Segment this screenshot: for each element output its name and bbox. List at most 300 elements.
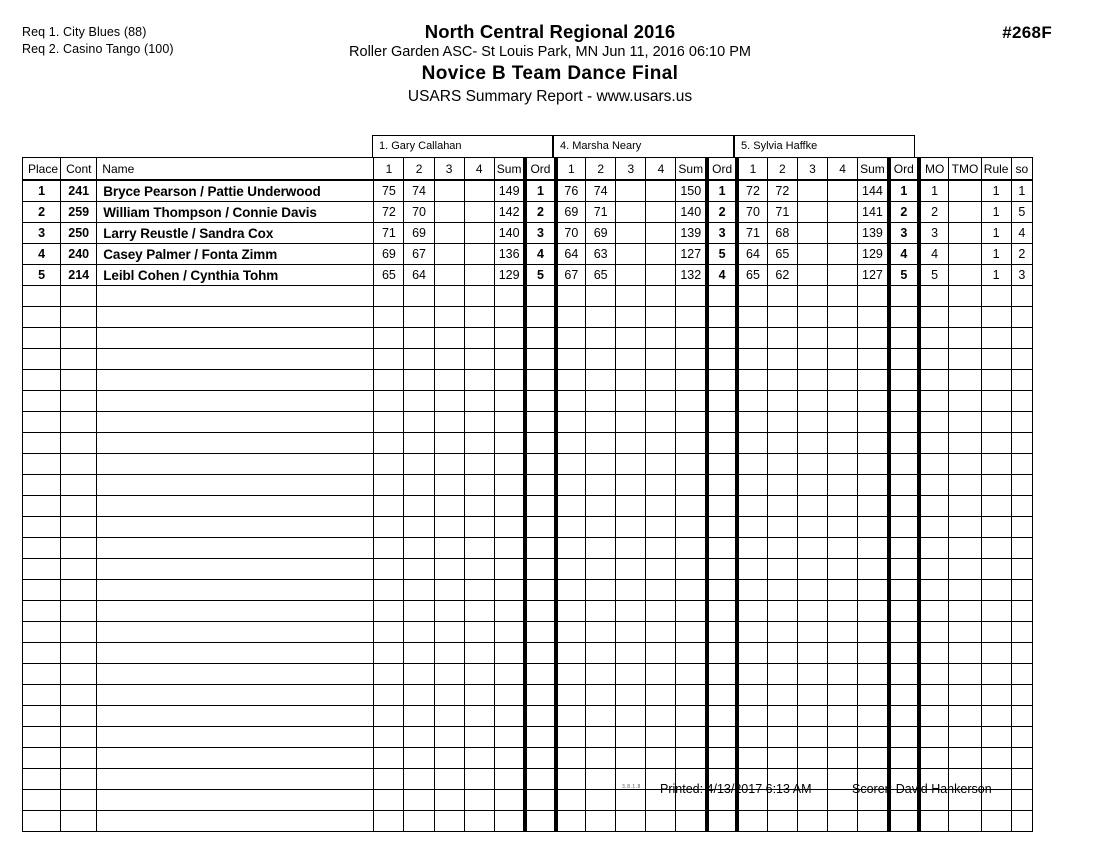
cell-j3-ord — [889, 622, 919, 643]
cell-j1-ord — [525, 412, 555, 433]
cell-j2-ord — [707, 664, 737, 685]
cell-so — [1011, 328, 1032, 349]
cell-j3-2 — [767, 433, 797, 454]
cell-j2-1 — [556, 307, 586, 328]
cell-j3-sum: 144 — [858, 180, 889, 202]
cell-place — [23, 412, 61, 433]
cell-j2-2: 71 — [586, 202, 616, 223]
cell-j2-4 — [646, 538, 676, 559]
cell-rule: 1 — [981, 244, 1011, 265]
cell-so — [1011, 790, 1032, 811]
cell-tmo — [949, 538, 981, 559]
cell-j1-2 — [404, 391, 434, 412]
cell-j1-1 — [374, 685, 404, 706]
cell-cont — [61, 790, 97, 811]
cell-so — [1011, 349, 1032, 370]
cell-j3-1 — [737, 433, 767, 454]
cell-rule: 1 — [981, 180, 1011, 202]
cell-j2-sum — [676, 727, 707, 748]
cell-j3-ord — [889, 685, 919, 706]
cell-j1-1 — [374, 475, 404, 496]
cell-j2-3 — [616, 349, 646, 370]
cell-j3-ord — [889, 727, 919, 748]
cell-j1-1 — [374, 538, 404, 559]
cell-j1-1 — [374, 580, 404, 601]
cell-j2-sum — [676, 538, 707, 559]
cell-j3-1 — [737, 370, 767, 391]
cell-j1-sum — [494, 328, 525, 349]
cell-j2-3 — [616, 475, 646, 496]
cell-mo — [919, 727, 949, 748]
cell-j1-ord — [525, 496, 555, 517]
cell-name — [97, 328, 374, 349]
col-header-j3-ord: Ord — [889, 158, 919, 181]
cell-j2-3 — [616, 412, 646, 433]
cell-j1-sum — [494, 349, 525, 370]
cell-j1-2 — [404, 559, 434, 580]
cell-j1-1 — [374, 496, 404, 517]
cell-j3-2 — [767, 601, 797, 622]
cell-j2-4 — [646, 748, 676, 769]
cell-so — [1011, 706, 1032, 727]
table-row-empty[interactable] — [23, 685, 1033, 706]
cell-cont — [61, 307, 97, 328]
cell-j3-1 — [737, 412, 767, 433]
cell-j1-4 — [464, 538, 494, 559]
cell-j2-ord: 2 — [707, 202, 737, 223]
cell-j3-sum — [858, 727, 889, 748]
table-row-empty[interactable] — [23, 538, 1033, 559]
cell-cont — [61, 727, 97, 748]
cell-rule — [981, 811, 1011, 832]
cell-j3-sum — [858, 580, 889, 601]
cell-j3-3 — [797, 180, 827, 202]
cell-so — [1011, 622, 1032, 643]
cell-j1-1 — [374, 328, 404, 349]
cell-j1-sum — [494, 643, 525, 664]
cell-name — [97, 685, 374, 706]
cell-j2-ord — [707, 307, 737, 328]
cell-j1-4 — [464, 748, 494, 769]
cell-j1-3 — [434, 244, 464, 265]
cell-place — [23, 307, 61, 328]
cell-j1-2 — [404, 727, 434, 748]
cell-j3-2 — [767, 538, 797, 559]
cell-j1-2 — [404, 475, 434, 496]
col-header-j1-4: 4 — [464, 158, 494, 181]
table-row-empty[interactable] — [23, 433, 1033, 454]
cell-j1-4 — [464, 475, 494, 496]
table-row-empty[interactable] — [23, 349, 1033, 370]
cell-j2-2 — [586, 496, 616, 517]
cell-tmo — [949, 433, 981, 454]
cell-name: Larry Reustle / Sandra Cox — [97, 223, 374, 244]
cell-j3-4 — [828, 559, 858, 580]
cell-j3-ord: 3 — [889, 223, 919, 244]
cell-j2-4 — [646, 643, 676, 664]
cell-name — [97, 601, 374, 622]
cell-j3-4 — [828, 391, 858, 412]
cell-j2-ord: 5 — [707, 244, 737, 265]
cell-j3-1 — [737, 475, 767, 496]
table-row-empty[interactable] — [23, 307, 1033, 328]
cell-cont: 240 — [61, 244, 97, 265]
cell-j2-2 — [586, 349, 616, 370]
table-row-empty[interactable] — [23, 370, 1033, 391]
col-header-j1-sum: Sum — [494, 158, 525, 181]
cell-j1-3 — [434, 664, 464, 685]
table-row-empty[interactable] — [23, 496, 1033, 517]
cell-j1-sum — [494, 790, 525, 811]
cell-j3-3 — [797, 307, 827, 328]
cell-mo — [919, 349, 949, 370]
cell-j1-4 — [464, 685, 494, 706]
cell-so — [1011, 664, 1032, 685]
cell-j1-sum — [494, 391, 525, 412]
cell-j2-2: 69 — [586, 223, 616, 244]
cell-j2-4 — [646, 664, 676, 685]
cell-j3-4 — [828, 244, 858, 265]
cell-so — [1011, 433, 1032, 454]
cell-j3-sum — [858, 412, 889, 433]
col-header-j3-4: 4 — [828, 158, 858, 181]
cell-j2-2 — [586, 412, 616, 433]
cell-j1-sum — [494, 748, 525, 769]
cell-j2-2 — [586, 370, 616, 391]
cell-cont — [61, 496, 97, 517]
cell-mo — [919, 559, 949, 580]
cell-j3-1: 64 — [737, 244, 767, 265]
table-row-empty[interactable] — [23, 748, 1033, 769]
cell-rule — [981, 706, 1011, 727]
cell-j2-3 — [616, 265, 646, 286]
cell-j3-4 — [828, 685, 858, 706]
cell-name — [97, 286, 374, 307]
cell-j1-1 — [374, 412, 404, 433]
table-row[interactable] — [23, 244, 1033, 265]
cell-j1-sum — [494, 454, 525, 475]
cell-j2-3 — [616, 496, 646, 517]
cell-rule: 1 — [981, 265, 1011, 286]
cell-j1-3 — [434, 286, 464, 307]
cell-j1-1 — [374, 769, 404, 790]
cell-j2-ord — [707, 391, 737, 412]
cell-place: 5 — [23, 265, 61, 286]
cell-j1-3 — [434, 349, 464, 370]
cell-j3-1 — [737, 811, 767, 832]
cell-j3-ord — [889, 391, 919, 412]
cell-j3-2: 62 — [767, 265, 797, 286]
cell-j2-4 — [646, 307, 676, 328]
cell-rule — [981, 328, 1011, 349]
cell-j2-ord — [707, 811, 737, 832]
cell-j1-ord — [525, 748, 555, 769]
cell-j1-2 — [404, 412, 434, 433]
cell-j3-2 — [767, 559, 797, 580]
cell-j3-ord — [889, 475, 919, 496]
table-row-empty[interactable] — [23, 706, 1033, 727]
cell-j2-ord — [707, 727, 737, 748]
cell-j3-4 — [828, 538, 858, 559]
cell-j1-ord — [525, 328, 555, 349]
cell-tmo — [949, 286, 981, 307]
cell-j1-4 — [464, 286, 494, 307]
cell-j3-3 — [797, 328, 827, 349]
cell-j1-1 — [374, 811, 404, 832]
col-header-j3-sum: Sum — [858, 158, 889, 181]
cell-j3-4 — [828, 580, 858, 601]
cell-j3-2 — [767, 664, 797, 685]
cell-j2-2 — [586, 664, 616, 685]
cell-so — [1011, 538, 1032, 559]
cell-j1-3 — [434, 180, 464, 202]
cell-place — [23, 727, 61, 748]
cell-name — [97, 643, 374, 664]
cell-j2-ord — [707, 580, 737, 601]
venue-line: Roller Garden ASC- St Louis Park, MN Jun 11, 2016 06:10 PM — [349, 44, 751, 60]
cell-j3-4 — [828, 307, 858, 328]
cell-place — [23, 559, 61, 580]
table-row-empty[interactable] — [23, 475, 1033, 496]
cell-j2-2 — [586, 790, 616, 811]
cell-j2-4 — [646, 727, 676, 748]
cell-place — [23, 517, 61, 538]
cell-j2-3 — [616, 538, 646, 559]
cell-j2-1: 70 — [556, 223, 586, 244]
cell-j3-ord — [889, 454, 919, 475]
class-title: Novice B Team Dance Final — [421, 63, 679, 84]
table-row-empty[interactable] — [23, 559, 1033, 580]
cell-so — [1011, 559, 1032, 580]
cell-j2-4 — [646, 580, 676, 601]
cell-j3-1 — [737, 517, 767, 538]
cell-j3-ord — [889, 496, 919, 517]
cell-j2-sum — [676, 475, 707, 496]
cell-tmo — [949, 265, 981, 286]
table-row-empty[interactable] — [23, 727, 1033, 748]
cell-j3-2 — [767, 475, 797, 496]
cell-j3-sum — [858, 328, 889, 349]
cell-mo — [919, 685, 949, 706]
table-row-empty[interactable] — [23, 664, 1033, 685]
cell-j2-sum — [676, 412, 707, 433]
cell-j1-1 — [374, 601, 404, 622]
table-row-empty[interactable] — [23, 391, 1033, 412]
cell-j1-2 — [404, 370, 434, 391]
cell-j1-2: 74 — [404, 180, 434, 202]
cell-j3-1 — [737, 748, 767, 769]
cell-j3-4 — [828, 370, 858, 391]
cell-j2-2 — [586, 517, 616, 538]
cell-tmo — [949, 370, 981, 391]
cell-so — [1011, 370, 1032, 391]
cell-j2-ord — [707, 349, 737, 370]
cell-j1-4 — [464, 412, 494, 433]
cell-j1-1: 65 — [374, 265, 404, 286]
col-header-so: so — [1011, 158, 1032, 181]
cell-j3-2 — [767, 685, 797, 706]
cell-cont — [61, 475, 97, 496]
cell-cont — [61, 370, 97, 391]
cell-j1-2: 64 — [404, 265, 434, 286]
cell-j1-sum — [494, 517, 525, 538]
table-row[interactable] — [23, 223, 1033, 244]
cell-j1-ord — [525, 601, 555, 622]
cell-j1-ord — [525, 517, 555, 538]
cell-j2-4 — [646, 223, 676, 244]
cell-j1-2 — [404, 790, 434, 811]
table-row[interactable] — [23, 202, 1033, 223]
cell-place — [23, 580, 61, 601]
table-row[interactable] — [23, 180, 1033, 202]
table-row-empty[interactable] — [23, 622, 1033, 643]
cell-j3-1 — [737, 559, 767, 580]
col-header-rule: Rule — [981, 158, 1011, 181]
cell-j3-3 — [797, 286, 827, 307]
cell-cont — [61, 580, 97, 601]
col-header-mo: MO — [919, 158, 949, 181]
table-row-empty[interactable] — [23, 412, 1033, 433]
cell-name — [97, 517, 374, 538]
cell-so: 4 — [1011, 223, 1032, 244]
cell-place — [23, 643, 61, 664]
table-row-empty[interactable] — [23, 286, 1033, 307]
cell-j2-1 — [556, 475, 586, 496]
cell-mo — [919, 475, 949, 496]
cell-j3-sum — [858, 643, 889, 664]
cell-j2-ord — [707, 370, 737, 391]
table-row-empty[interactable] — [23, 643, 1033, 664]
cell-j2-4 — [646, 180, 676, 202]
cell-j2-ord: 1 — [707, 180, 737, 202]
cell-j1-ord — [525, 454, 555, 475]
cell-place — [23, 370, 61, 391]
cell-j2-1: 76 — [556, 180, 586, 202]
title-block — [0, 21, 1100, 108]
cell-j2-3 — [616, 202, 646, 223]
cell-j2-3 — [616, 286, 646, 307]
cell-tmo — [949, 307, 981, 328]
table-row-empty[interactable] — [23, 580, 1033, 601]
cell-j2-ord — [707, 706, 737, 727]
cell-j3-sum — [858, 496, 889, 517]
scorer-stamp: Scorer: David Hankerson — [852, 782, 992, 796]
cell-j2-1 — [556, 706, 586, 727]
cell-j2-sum: 127 — [676, 244, 707, 265]
col-header-name: Name — [97, 158, 374, 181]
cell-j1-2 — [404, 286, 434, 307]
cell-so: 5 — [1011, 202, 1032, 223]
cell-j1-3 — [434, 706, 464, 727]
cell-so: 3 — [1011, 265, 1032, 286]
cell-j2-3 — [616, 748, 646, 769]
table-row-empty[interactable] — [23, 328, 1033, 349]
cell-j1-ord — [525, 475, 555, 496]
cell-j2-sum — [676, 349, 707, 370]
cell-j2-sum: 150 — [676, 180, 707, 202]
cell-rule — [981, 370, 1011, 391]
cell-j1-sum — [494, 475, 525, 496]
table-row-empty[interactable] — [23, 454, 1033, 475]
cell-j2-1 — [556, 790, 586, 811]
cell-j2-ord — [707, 643, 737, 664]
cell-j1-3 — [434, 685, 464, 706]
cell-place — [23, 538, 61, 559]
cell-j1-3 — [434, 328, 464, 349]
cell-j1-sum: 129 — [494, 265, 525, 286]
cell-j1-3 — [434, 580, 464, 601]
cell-j3-ord — [889, 811, 919, 832]
cell-j2-4 — [646, 517, 676, 538]
cell-j3-ord — [889, 538, 919, 559]
table-row[interactable] — [23, 265, 1033, 286]
cell-j3-sum: 127 — [858, 265, 889, 286]
cell-tmo — [949, 202, 981, 223]
cell-j3-sum — [858, 538, 889, 559]
cell-name: Leibl Cohen / Cynthia Tohm — [97, 265, 374, 286]
cell-j2-sum — [676, 370, 707, 391]
cell-j3-4 — [828, 349, 858, 370]
cell-j3-3 — [797, 265, 827, 286]
table-header-row — [23, 158, 1033, 181]
cell-j2-sum: 140 — [676, 202, 707, 223]
cell-j1-4 — [464, 391, 494, 412]
cell-name — [97, 811, 374, 832]
table-row-empty[interactable] — [23, 517, 1033, 538]
cell-j3-2 — [767, 748, 797, 769]
cell-j1-2 — [404, 685, 434, 706]
cell-cont — [61, 517, 97, 538]
cell-j1-4 — [464, 244, 494, 265]
table-row-empty[interactable] — [23, 811, 1033, 832]
cell-j2-sum — [676, 601, 707, 622]
cell-j3-sum — [858, 622, 889, 643]
cell-j3-2 — [767, 328, 797, 349]
cell-cont — [61, 601, 97, 622]
cell-j1-3 — [434, 727, 464, 748]
cell-place — [23, 685, 61, 706]
cell-rule — [981, 601, 1011, 622]
cell-j3-2: 65 — [767, 244, 797, 265]
cell-j3-4 — [828, 475, 858, 496]
cell-j3-1: 71 — [737, 223, 767, 244]
cell-so: 2 — [1011, 244, 1032, 265]
cell-mo — [919, 622, 949, 643]
cell-j3-sum — [858, 286, 889, 307]
cell-j3-3 — [797, 391, 827, 412]
cell-j3-3 — [797, 517, 827, 538]
cell-j1-3 — [434, 391, 464, 412]
cell-so — [1011, 811, 1032, 832]
table-row-empty[interactable] — [23, 601, 1033, 622]
cell-tmo — [949, 328, 981, 349]
cell-j1-4 — [464, 223, 494, 244]
report-line: USARS Summary Report - www.usars.us — [407, 88, 693, 105]
cell-j1-2 — [404, 580, 434, 601]
cell-j1-3 — [434, 433, 464, 454]
cell-place — [23, 433, 61, 454]
cell-j1-2 — [404, 601, 434, 622]
cell-j1-1: 75 — [374, 180, 404, 202]
cell-j2-2 — [586, 559, 616, 580]
cell-cont — [61, 412, 97, 433]
cell-mo: 5 — [919, 265, 949, 286]
cell-j3-3 — [797, 538, 827, 559]
cell-name — [97, 412, 374, 433]
cell-j2-2 — [586, 706, 616, 727]
cell-name — [97, 307, 374, 328]
cell-j2-4 — [646, 349, 676, 370]
